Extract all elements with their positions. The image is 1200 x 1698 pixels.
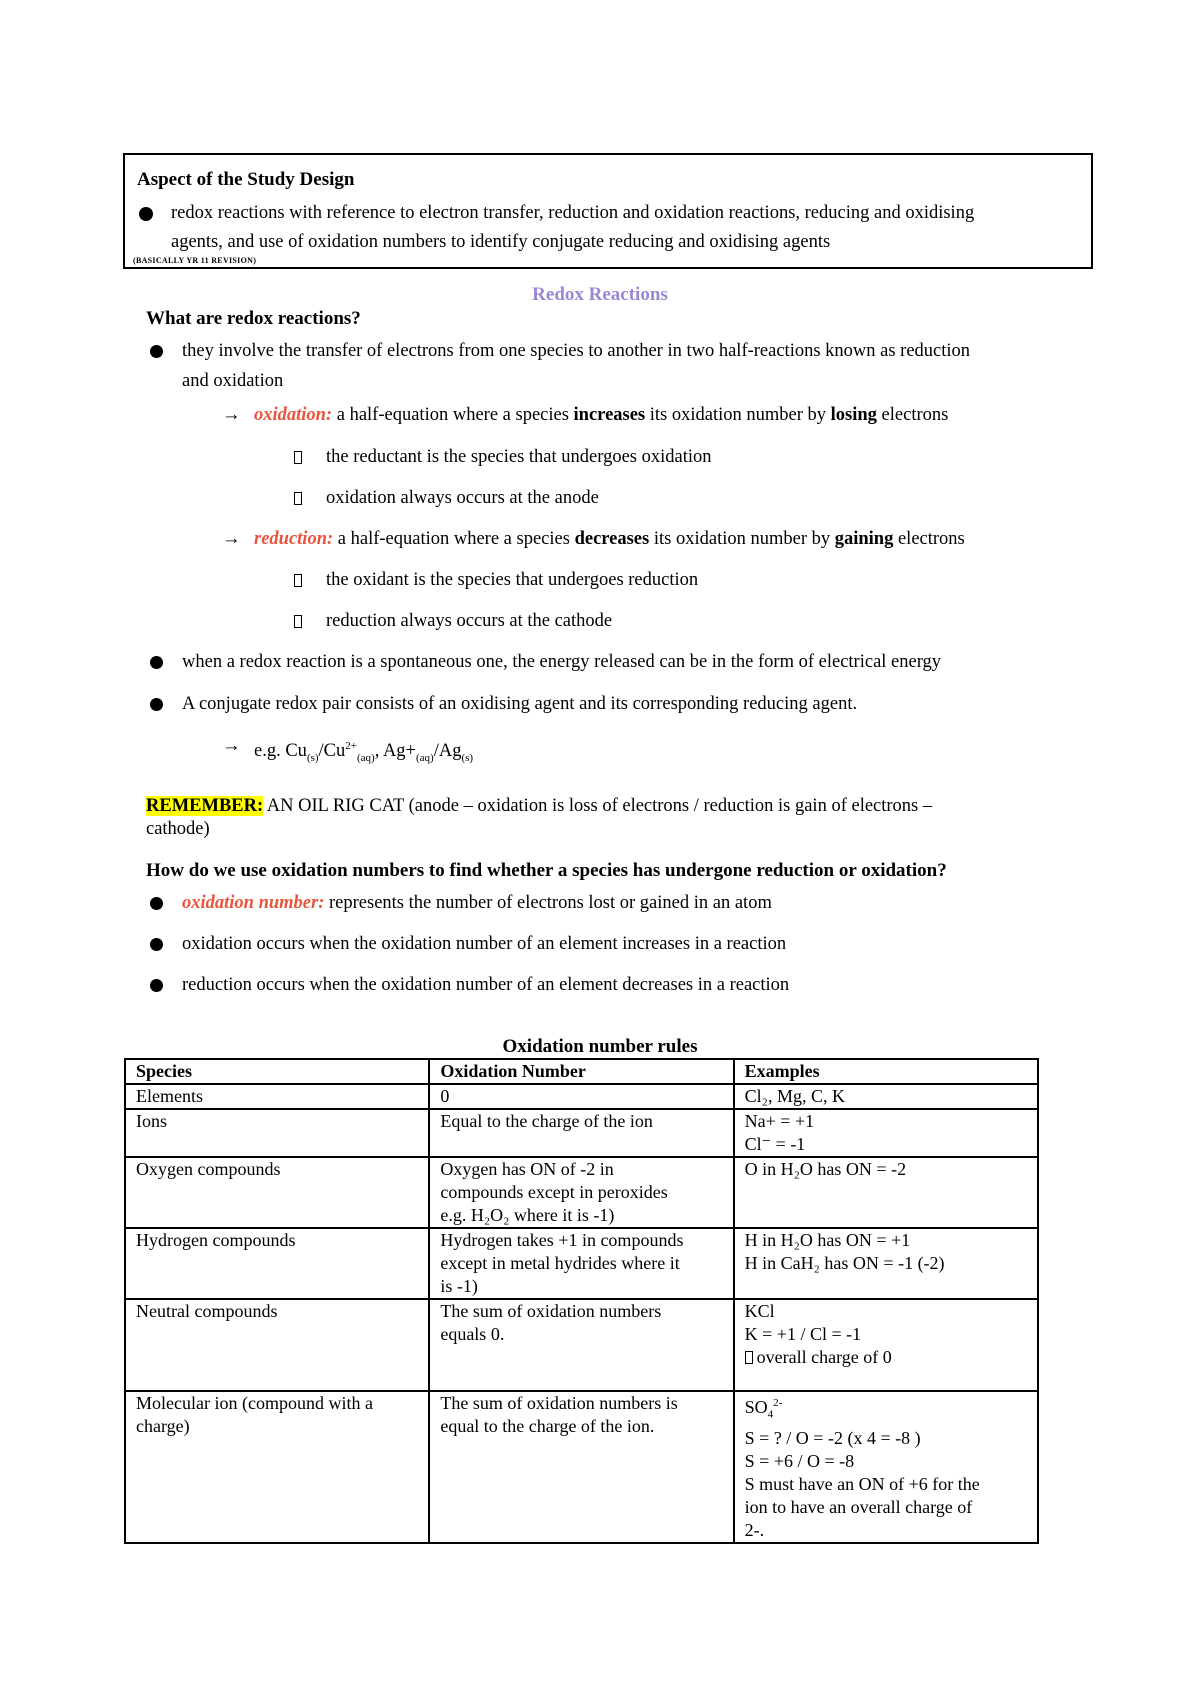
bullet-text: they involve the transfer of electrons from one species to another in two half-reactions known as reduction bbox=[182, 341, 971, 361]
table-cell bbox=[125, 1391, 429, 1543]
text-bold: decreases bbox=[574, 529, 650, 549]
bullet-oxidation-number bbox=[146, 888, 1076, 918]
remember-text: AN OIL RIG CAT (anode – oxidation is loss of electrons / reduction is gain of electrons – bbox=[263, 795, 933, 816]
text-bold: increases bbox=[573, 405, 646, 425]
cell-text: SO bbox=[744, 1397, 768, 1417]
subscript: 4 bbox=[767, 1408, 774, 1421]
remember-note bbox=[146, 795, 1076, 841]
cell-line: 2-. bbox=[744, 1519, 765, 1540]
bullet-text: reduction occurs when the oxidation number of an element decreases in a reaction bbox=[182, 974, 790, 995]
box-icon bbox=[294, 451, 302, 464]
text-bold: losing bbox=[830, 405, 877, 425]
table-cell: O in H₂O has ON = -2 bbox=[734, 1157, 1038, 1228]
oxidation-definition bbox=[146, 400, 1076, 430]
sub-bullet bbox=[146, 442, 1076, 472]
subscript: (aq) bbox=[416, 751, 434, 764]
text: its oxidation number by bbox=[645, 405, 831, 425]
text: its oxidation number by bbox=[649, 529, 835, 549]
cell-line: compounds except in peroxides bbox=[440, 1182, 668, 1202]
cell-line: The sum of oxidation numbers is bbox=[440, 1393, 678, 1413]
cell-text: overall charge of 0 bbox=[756, 1347, 892, 1367]
study-design-bullet bbox=[137, 199, 1079, 257]
bullet-icon bbox=[139, 207, 153, 221]
remember-label: REMEMBER: bbox=[146, 795, 264, 816]
box-icon bbox=[745, 1351, 753, 1364]
table-cell: Equal to the charge of the ion bbox=[429, 1109, 733, 1157]
cell-line: Molecular ion (compound with a bbox=[136, 1393, 373, 1413]
table-cell bbox=[734, 1109, 1038, 1157]
table-cell bbox=[429, 1157, 733, 1228]
cell-line bbox=[745, 1346, 1027, 1369]
subscript: (aq) bbox=[357, 751, 375, 764]
bullet-conjugate bbox=[146, 689, 1076, 719]
sub-bullet-text: oxidation always occurs at the anode bbox=[326, 488, 599, 508]
reduction-term: reduction: bbox=[254, 529, 334, 549]
cell-line: Cl⁻ = -1 bbox=[744, 1134, 806, 1154]
bullet-icon bbox=[150, 979, 163, 992]
bullet-spontaneous bbox=[146, 647, 1076, 677]
cell-line: The sum of oxidation numbers bbox=[440, 1301, 662, 1321]
table-cell: Oxygen compounds bbox=[125, 1157, 429, 1228]
bullet-icon bbox=[150, 656, 163, 669]
text: /Ag bbox=[433, 741, 462, 762]
superscript: 2- bbox=[773, 1397, 783, 1409]
cell-line: charge) bbox=[136, 1416, 190, 1436]
cell-line: e.g. H₂O₂ where it is -1) bbox=[440, 1205, 615, 1225]
bullet-icon bbox=[150, 897, 163, 910]
sub-bullet bbox=[146, 606, 1076, 636]
table-cell: Ions bbox=[125, 1109, 429, 1157]
sub-bullet bbox=[146, 483, 1076, 513]
study-design-text-1: redox reactions with reference to electron transfer, reduction and oxidation reactions, reducing and oxidising bbox=[171, 203, 975, 223]
arrow-icon: → bbox=[222, 529, 241, 549]
table-title: Oxidation number rules bbox=[502, 1036, 698, 1057]
cell-line bbox=[745, 1392, 1027, 1427]
reduction-definition bbox=[146, 524, 1076, 554]
text: /Cu bbox=[318, 741, 346, 762]
cell-line: Hydrogen takes +1 in compounds bbox=[440, 1230, 684, 1250]
table-row bbox=[125, 1084, 1038, 1109]
table-cell: Elements bbox=[125, 1084, 429, 1109]
oxidation-term: oxidation: bbox=[254, 405, 333, 425]
cell-line: S must have an ON of +6 for the bbox=[744, 1473, 980, 1494]
table-cell: Cl₂, Mg, C, K bbox=[734, 1084, 1038, 1109]
cell-line: KCl bbox=[744, 1301, 775, 1321]
bullet-icon bbox=[150, 698, 163, 711]
cell-line: except in metal hydrides where it bbox=[440, 1253, 680, 1273]
text: electrons bbox=[876, 405, 949, 425]
table-row bbox=[125, 1299, 1038, 1391]
cell-line: H in H₂O has ON = +1 bbox=[744, 1230, 911, 1250]
cell-line: equal to the charge of the ion. bbox=[440, 1416, 655, 1436]
cell-line: S = +6 / O = -8 bbox=[744, 1450, 855, 1471]
text: electrons bbox=[893, 529, 965, 549]
text-bold: gaining bbox=[834, 529, 894, 549]
remember-text: cathode) bbox=[146, 818, 210, 839]
question-what-are-redox: What are redox reactions? bbox=[146, 308, 361, 329]
table-cell bbox=[429, 1299, 733, 1391]
table-row bbox=[125, 1228, 1038, 1299]
table-row bbox=[125, 1157, 1038, 1228]
table-cell bbox=[734, 1391, 1038, 1543]
sub-bullet-text: the reductant is the species that undergoes oxidation bbox=[326, 447, 712, 467]
bullet-icon bbox=[150, 345, 163, 358]
subscript: (s) bbox=[461, 751, 474, 764]
bullet-text: A conjugate redox pair consists of an oxidising agent and its corresponding reducing agent. bbox=[182, 694, 858, 714]
question-oxidation-numbers: How do we use oxidation numbers to find whether a species has undergone reduction or oxidation? bbox=[146, 859, 947, 881]
bullet-reduction-decrease bbox=[146, 970, 1076, 1000]
box-icon bbox=[294, 615, 302, 628]
subscript: (s) bbox=[306, 751, 319, 764]
cell-line: K = +1 / Cl = -1 bbox=[744, 1324, 862, 1344]
bullet-text: oxidation occurs when the oxidation number of an element increases in a reaction bbox=[182, 933, 787, 954]
box-icon bbox=[294, 492, 302, 505]
bullet-transfer bbox=[146, 336, 1076, 396]
study-design-note: (BASICALLY YR 11 REVISION) bbox=[133, 256, 257, 265]
table-header-row bbox=[125, 1059, 1038, 1084]
main-content bbox=[146, 308, 1076, 1000]
arrow-icon: → bbox=[222, 736, 241, 756]
study-design-heading: Aspect of the Study Design bbox=[137, 169, 355, 190]
table-row bbox=[125, 1109, 1038, 1157]
example-line bbox=[146, 731, 1076, 773]
bullet-oxidation-increase bbox=[146, 929, 1076, 959]
text: e.g. Cu bbox=[254, 741, 307, 762]
bullet-text: and oxidation bbox=[182, 371, 284, 391]
box-icon bbox=[294, 574, 302, 587]
superscript: 2+ bbox=[345, 740, 357, 752]
oxidation-number-term: oxidation number: bbox=[182, 892, 325, 913]
bullet-text: when a redox reaction is a spontaneous one, the energy released can be in the form of electrical energy bbox=[182, 652, 942, 672]
text: , Ag+ bbox=[374, 741, 416, 762]
table-cell: Hydrogen compounds bbox=[125, 1228, 429, 1299]
text: a half-equation where a species bbox=[333, 529, 575, 549]
cell-line: Na+ = +1 bbox=[744, 1111, 815, 1131]
cell-line: Oxygen has ON of -2 in bbox=[440, 1159, 614, 1179]
sub-bullet bbox=[146, 565, 1076, 595]
cell-line: is -1) bbox=[440, 1276, 478, 1296]
table-cell bbox=[429, 1391, 733, 1543]
sub-bullet-text: the oxidant is the species that undergoes reduction bbox=[326, 570, 699, 590]
text: a half-equation where a species bbox=[332, 405, 574, 425]
study-design-text-2: agents, and use of oxidation numbers to identify conjugate reducing and oxidising agents bbox=[171, 232, 831, 252]
bullet-text: represents the number of electrons lost or gained in an atom bbox=[324, 892, 772, 913]
cell-line: equals 0. bbox=[440, 1324, 505, 1344]
page-title: Redox Reactions bbox=[532, 284, 668, 305]
table-cell bbox=[734, 1299, 1038, 1391]
cell-line: S = ? / O = -2 (x 4 = -8 ) bbox=[744, 1427, 921, 1448]
cell-line: ion to have an overall charge of bbox=[744, 1496, 973, 1517]
sub-bullet-text: reduction always occurs at the cathode bbox=[326, 611, 613, 631]
table-cell: 0 bbox=[429, 1084, 733, 1109]
study-design-box bbox=[123, 153, 1093, 269]
cell-line: H in CaH₂ has ON = -1 (-2) bbox=[744, 1253, 945, 1273]
oxidation-rules-table bbox=[124, 1058, 1039, 1544]
bullet-icon bbox=[150, 938, 163, 951]
table-cell bbox=[734, 1228, 1038, 1299]
table-cell: Neutral compounds bbox=[125, 1299, 429, 1391]
header-oxidation-number: Oxidation Number bbox=[429, 1059, 733, 1084]
arrow-icon: → bbox=[222, 405, 241, 425]
header-species: Species bbox=[125, 1059, 429, 1084]
table-row bbox=[125, 1391, 1038, 1543]
header-examples: Examples bbox=[734, 1059, 1038, 1084]
table-cell bbox=[429, 1228, 733, 1299]
